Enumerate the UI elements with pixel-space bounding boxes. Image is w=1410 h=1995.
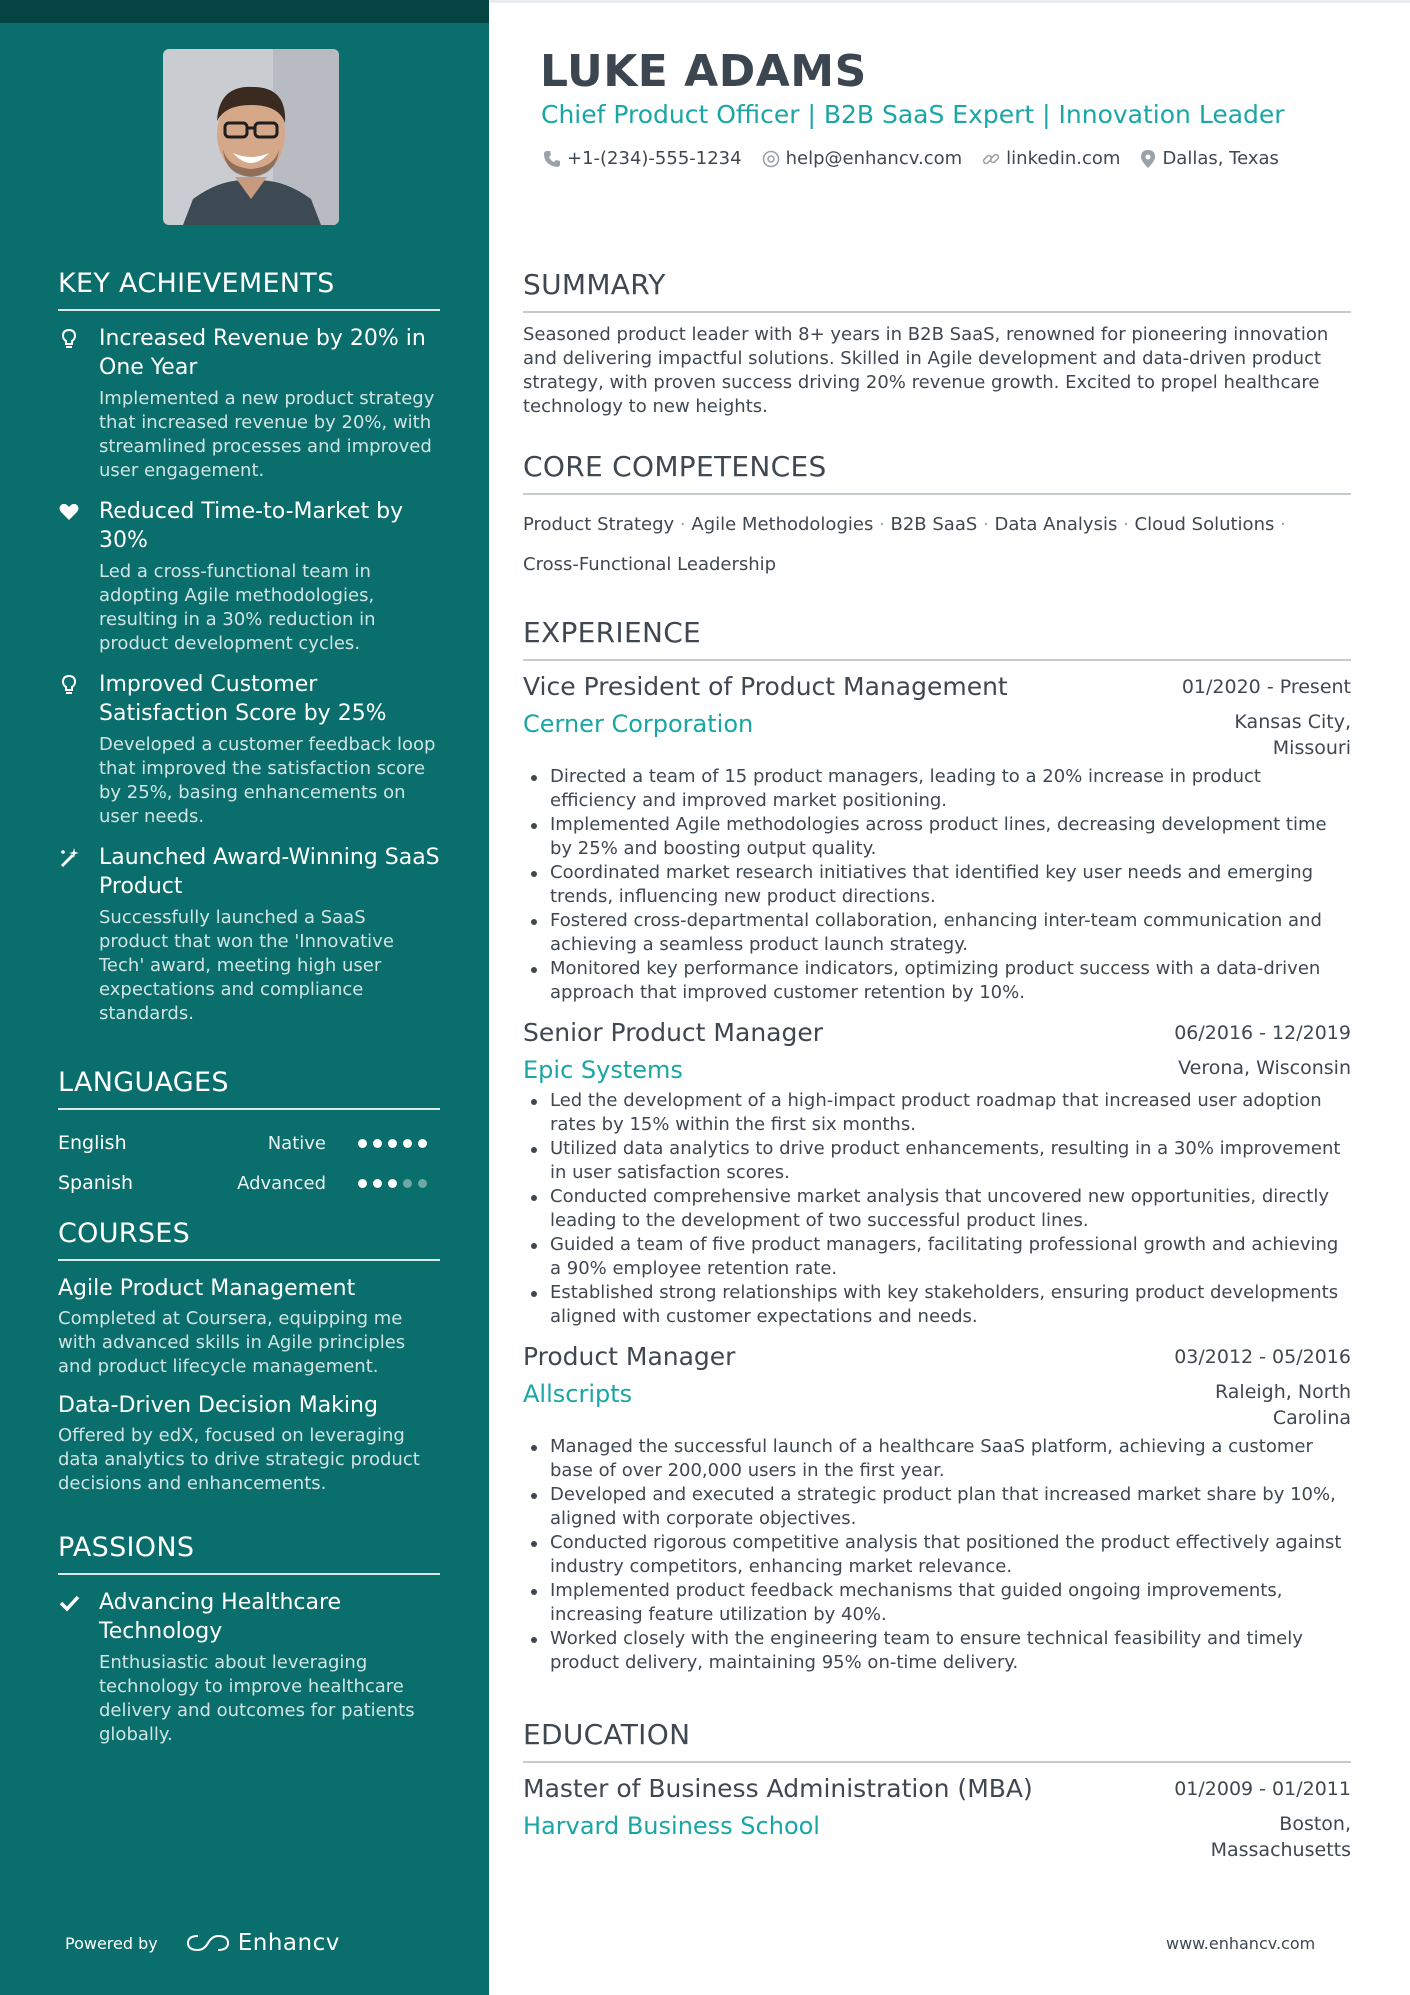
sidebar-top-bar xyxy=(0,0,489,23)
language-name: Spanish xyxy=(58,1172,134,1194)
job-bullet: Fostered cross-departmental collaboration, enhancing inter-team communication and achieving a seamless product launch strategy. xyxy=(523,909,1351,957)
candidate-headline: Chief Product Officer | B2B SaaS Expert | Innovation Leader xyxy=(541,100,1285,129)
rating-dot xyxy=(403,1139,412,1148)
education-section xyxy=(523,1718,1351,1875)
achievement-title: Improved Customer Satisfaction Score by 25% xyxy=(99,672,387,726)
job-bullets xyxy=(523,1089,1351,1329)
courses-title: COURSES xyxy=(58,1218,440,1261)
course-desc: Offered by edX, focused on leveraging data analytics to drive strategic product decisions and enhancements. xyxy=(58,1425,420,1494)
achievement-desc: Implemented a new product strategy that increased revenue by 20%, with streamlined processes and improved user engagement. xyxy=(99,388,435,481)
competences-title: CORE COMPETENCES xyxy=(523,450,1351,495)
achievement-desc: Led a cross-functional team in adopting Agile methodologies, resulting in a 30% reduction in product development cycles. xyxy=(99,561,376,654)
summary-title: SUMMARY xyxy=(523,268,1351,313)
language-rating xyxy=(358,1139,427,1148)
contact-linkedin[interactable] xyxy=(982,148,1120,169)
job-bullet: Led the development of a high-impact product roadmap that increased user adoption rates by 15% within the first six months. xyxy=(523,1089,1351,1137)
rating-dot xyxy=(388,1179,397,1188)
achievement-title: Reduced Time-to-Market by 30% xyxy=(99,499,404,553)
job-location: Verona, Wisconsin xyxy=(1178,1057,1351,1079)
enhancv-logo-icon xyxy=(186,1932,230,1954)
candidate-name: LUKE ADAMS xyxy=(540,46,867,97)
rating-dot xyxy=(373,1179,382,1188)
job-bullet: Conducted comprehensive market analysis that uncovered new opportunities, directly leading to the development of two successful product lines. xyxy=(523,1185,1351,1233)
degree-title: Master of Business Administration (MBA) xyxy=(523,1774,1033,1803)
language-level: Advanced xyxy=(237,1172,326,1194)
job-bullet: Conducted rigorous competitive analysis that positioned the product effectively against industry competitors, enhancing market relevance. xyxy=(523,1531,1351,1579)
achievements-section xyxy=(58,268,440,1040)
education-dates: 01/2009 - 01/2011 xyxy=(1174,1778,1351,1800)
language-row xyxy=(58,1123,440,1163)
linkedin-text: linkedin.com xyxy=(1006,148,1121,169)
link-icon xyxy=(982,150,1000,168)
powered-by xyxy=(65,1930,340,1956)
courses-section xyxy=(58,1218,440,1508)
job-entry xyxy=(523,671,1351,1005)
course-desc: Completed at Coursera, equipping me with advanced skills in Agile principles and product lifecycle management. xyxy=(58,1308,406,1377)
job-bullet: Monitored key performance indicators, optimizing product success with a data-driven approach that improved customer retention by 10%. xyxy=(523,957,1351,1005)
job-company: Cerner Corporation xyxy=(523,710,754,738)
course-title: Data-Driven Decision Making xyxy=(58,1393,378,1418)
contact-location xyxy=(1140,148,1279,169)
job-company: Epic Systems xyxy=(523,1056,683,1084)
checkmark-icon xyxy=(58,1592,80,1614)
competence-item: Agile Methodologies xyxy=(691,514,874,535)
lightbulb-icon xyxy=(58,328,80,350)
school-name: Harvard Business School xyxy=(523,1812,820,1840)
job-title: Senior Product Manager xyxy=(523,1018,824,1047)
email-text: help@enhancv.com xyxy=(785,148,963,169)
passion-desc: Enthusiastic about leveraging technology to improve healthcare delivery and outcomes for patients globally. xyxy=(99,1652,415,1745)
rating-dot xyxy=(418,1139,427,1148)
passion-title: Advancing Healthcare Technology xyxy=(99,1590,342,1644)
rating-dot xyxy=(373,1139,382,1148)
languages-title: LANGUAGES xyxy=(58,1067,440,1110)
competence-item: Product Strategy xyxy=(523,514,675,535)
competence-item: Data Analysis xyxy=(994,514,1118,535)
footer-url[interactable]: www.enhancv.com xyxy=(1166,1934,1316,1953)
lightbulb-icon xyxy=(58,674,80,696)
passions-section xyxy=(58,1532,440,1761)
rating-dot xyxy=(358,1139,367,1148)
contact-bar xyxy=(543,148,1299,169)
achievement-item xyxy=(58,497,440,656)
location-pin-icon xyxy=(1140,149,1156,169)
job-dates: 01/2020 - Present xyxy=(1181,676,1351,698)
job-company: Allscripts xyxy=(523,1380,633,1408)
education-location: Boston, Massachusetts xyxy=(1210,1813,1351,1861)
achievement-desc: Developed a customer feedback loop that improved the satisfaction score by 25%, basing enhancements on user needs. xyxy=(99,734,436,827)
job-bullets xyxy=(523,1435,1351,1675)
job-bullet: Managed the successful launch of a healthcare SaaS platform, achieving a customer base of over 200,000 users in the first year. xyxy=(523,1435,1351,1483)
language-level: Native xyxy=(267,1132,326,1154)
job-bullet: Worked closely with the engineering team to ensure technical feasibility and timely product delivery, maintaining 95% on-time delivery. xyxy=(523,1627,1351,1675)
competence-item: B2B SaaS xyxy=(890,514,978,535)
job-bullet: Implemented product feedback mechanisms that guided ongoing improvements, increasing feature utilization by 40%. xyxy=(523,1579,1351,1627)
competences-list: Product Strategy · Agile Methodologies · B2B SaaS · Data Analysis · Cloud Solutions · Cross-Functional Leadership xyxy=(523,514,1286,575)
contact-email[interactable] xyxy=(762,148,963,169)
summary-section xyxy=(523,268,1351,419)
experience-title: EXPERIENCE xyxy=(523,616,1351,661)
achievements-title: KEY ACHIEVEMENTS xyxy=(58,268,440,311)
heart-icon xyxy=(58,501,80,523)
competence-item: Cloud Solutions xyxy=(1134,514,1275,535)
competence-item: Cross-Functional Leadership xyxy=(523,554,777,575)
at-icon xyxy=(762,150,780,168)
job-bullet: Developed and executed a strategic product plan that increased market share by 10%, aligned with corporate objectives. xyxy=(523,1483,1351,1531)
job-title: Vice President of Product Management xyxy=(523,672,1008,701)
contact-phone[interactable] xyxy=(543,148,742,169)
job-bullet: Guided a team of five product managers, facilitating professional growth and achieving a 90% employee retention rate. xyxy=(523,1233,1351,1281)
language-name: English xyxy=(58,1132,127,1154)
job-entry xyxy=(523,1341,1351,1675)
language-rating xyxy=(358,1179,427,1188)
brand-name: Enhancv xyxy=(237,1930,340,1956)
job-bullet: Established strong relationships with key stakeholders, ensuring product developments aligned with customer expectations and needs. xyxy=(523,1281,1351,1329)
location-text: Dallas, Texas xyxy=(1162,148,1279,169)
languages-section xyxy=(58,1067,440,1203)
achievement-item xyxy=(58,670,440,829)
language-row xyxy=(58,1163,440,1203)
job-entry xyxy=(523,1017,1351,1329)
competences-section xyxy=(523,450,1351,585)
experience-section xyxy=(523,616,1351,1687)
education-title: EDUCATION xyxy=(523,1718,1351,1763)
summary-text: Seasoned product leader with 8+ years in B2B SaaS, renowned for pioneering innovation and delivering impactful solutions. Skilled in Agile development and data-driven product strategy, with proven success driving 20% revenue growth. Excited to propel healthcare technology to new heights. xyxy=(523,324,1329,417)
achievement-desc: Successfully launched a SaaS product that won the 'Innovative Tech' award, meeting high user expectations and compliance standards. xyxy=(99,907,394,1024)
job-location: Raleigh, North Carolina xyxy=(1215,1381,1351,1429)
job-dates: 03/2012 - 05/2016 xyxy=(1174,1346,1351,1368)
main-top-bar xyxy=(489,0,1410,3)
achievement-title: Launched Award-Winning SaaS Product xyxy=(99,845,440,899)
phone-text: +1-(234)-555-1234 xyxy=(567,148,742,169)
job-bullet: Coordinated market research initiatives that identified key user needs and emerging trends, influencing new product directions. xyxy=(523,861,1351,909)
rating-dot xyxy=(418,1179,427,1188)
job-bullet: Implemented Agile methodologies across product lines, decreasing development time by 25% and boosting output quality. xyxy=(523,813,1351,861)
profile-photo xyxy=(163,49,339,225)
job-bullets xyxy=(523,765,1351,1005)
achievement-item xyxy=(58,843,440,1026)
magic-wand-icon xyxy=(58,847,80,869)
rating-dot xyxy=(388,1139,397,1148)
achievement-item xyxy=(58,324,440,483)
job-bullet: Utilized data analytics to drive product enhancements, resulting in a 30% improvement in user satisfaction scores. xyxy=(523,1137,1351,1185)
job-dates: 06/2016 - 12/2019 xyxy=(1174,1022,1351,1044)
achievement-title: Increased Revenue by 20% in One Year xyxy=(99,326,426,380)
job-location: Kansas City, Missouri xyxy=(1234,711,1351,759)
job-bullet: Directed a team of 15 product managers, leading to a 20% increase in product efficiency and improved market positioning. xyxy=(523,765,1351,813)
powered-by-label: Powered by xyxy=(65,1933,158,1953)
education-entry xyxy=(523,1773,1351,1863)
course-title: Agile Product Management xyxy=(58,1276,356,1301)
job-title: Product Manager xyxy=(523,1342,736,1371)
phone-icon xyxy=(543,150,561,168)
passions-title: PASSIONS xyxy=(58,1532,440,1575)
rating-dot xyxy=(358,1179,367,1188)
rating-dot xyxy=(403,1179,412,1188)
passion-item xyxy=(58,1588,440,1747)
